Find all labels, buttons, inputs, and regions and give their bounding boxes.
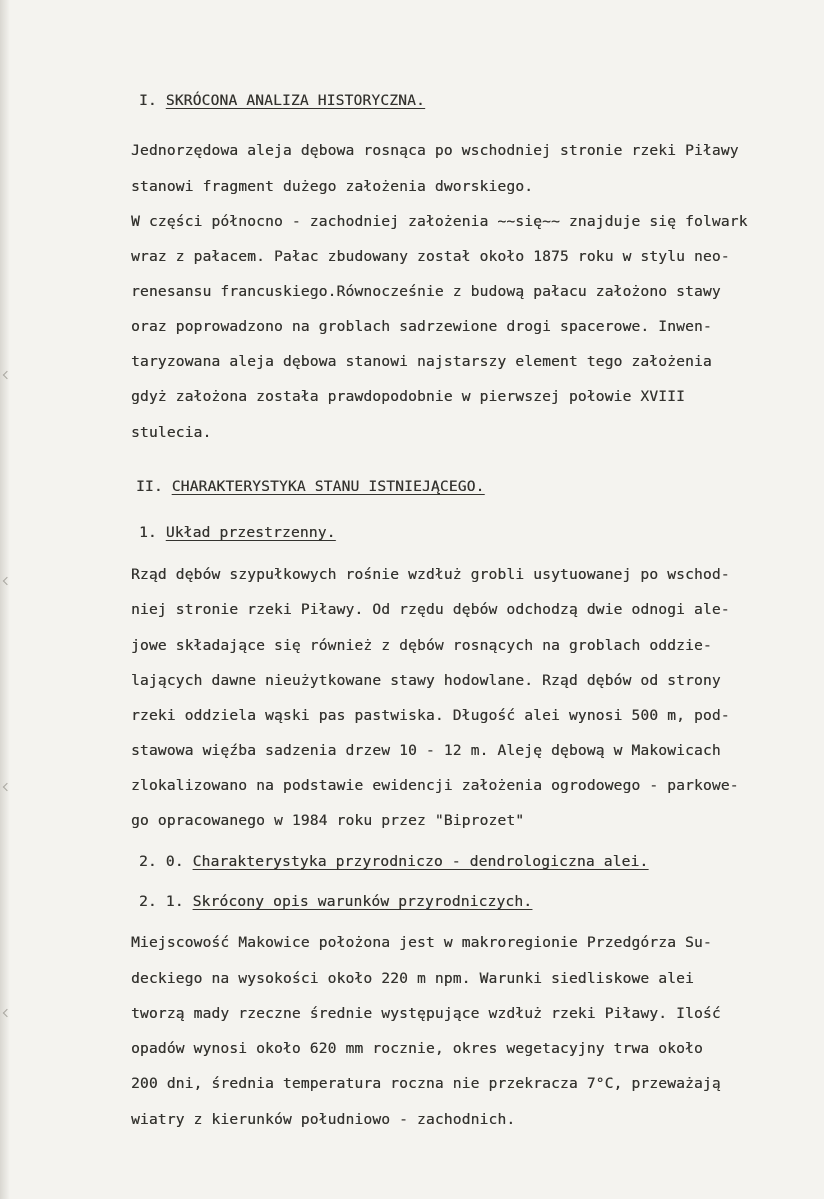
paragraph-line: stulecia. — [131, 424, 212, 441]
section-2-title — [136, 478, 485, 495]
paragraph-line: opadów wynosi około 620 mm rocznie, okres wegetacyjny trwa około — [131, 1040, 703, 1057]
paragraph-line: tworzą mady rzeczne średnie występujące wzdłuż rzeki Piławy. Ilość — [131, 1005, 721, 1022]
paragraph-line: niej stronie rzeki Piławy. Od rzędu dębów odchodzą dwie odnogi ale- — [131, 601, 730, 618]
paragraph-line: Jednorzędowa aleja dębowa rosnąca po wschodniej stronie rzeki Piławy — [131, 142, 739, 159]
subsection-1-title — [139, 524, 336, 541]
margin-mark — [3, 1009, 11, 1017]
section-2-heading: CHARAKTERYSTYKA STANU ISTNIEJĄCEGO. — [171, 478, 485, 495]
paragraph-line: Miejscowość Makowice położona jest w makroregionie Przedgórza Su- — [131, 934, 712, 951]
paragraph-line: gdyż założona została prawdopodobnie w pierwszej połowie XVIII — [131, 388, 686, 405]
paragraph-line: 200 dni, średnia temperatura roczna nie przekracza 7°C, przeważają — [131, 1075, 721, 1092]
paragraph-line: stawowa więźba sadzenia drzew 10 - 12 m. Aleję dębową w Makowicach — [131, 742, 721, 759]
subsection-1-heading: Układ przestrzenny. — [165, 524, 336, 541]
section-2-number: II. — [136, 478, 163, 495]
paragraph-line: wiatry z kierunków południowo - zachodnich. — [131, 1111, 516, 1128]
margin-mark — [3, 371, 11, 379]
section-1-heading: SKRÓCONA ANALIZA HISTORYCZNA. — [165, 92, 425, 109]
subsection-2-0-heading: Charakterystyka przyrodniczo - dendrologiczna alei. — [192, 853, 649, 870]
paragraph-line: Rząd dębów szypułkowych rośnie wzdłuż grobli usytuowanej po wschod- — [131, 566, 730, 583]
margin-mark — [3, 783, 11, 791]
subsection-2-1-number: 2. 1. — [139, 893, 184, 910]
subsection-1-number: 1. — [139, 524, 157, 541]
margin-mark — [3, 577, 11, 585]
paragraph-line: lających dawne nieużytkowane stawy hodowlane. Rząd dębów od strony — [131, 672, 721, 689]
paragraph-line: jowe składające się również z dębów rosnących na groblach oddzie- — [131, 637, 712, 654]
subsection-2-0-number: 2. 0. — [139, 853, 184, 870]
paragraph-line: taryzowana aleja dębowa stanowi najstarszy element tego założenia — [131, 353, 712, 370]
paragraph-line: wraz z pałacem. Pałac zbudowany został około 1875 roku w stylu neo- — [131, 248, 730, 265]
paragraph-line: zlokalizowano na podstawie ewidencji założenia ogrodowego - parkowe- — [131, 777, 739, 794]
paragraph-line: go opracowanego w 1984 roku przez "Biprozet" — [131, 812, 525, 829]
subsection-2-1-title — [139, 893, 532, 910]
paragraph-line: W części północno - zachodniej założenia ~~się~~ znajduje się folwark — [131, 213, 748, 230]
paragraph-line: rzeki oddziela wąski pas pastwiska. Długość alei wynosi 500 m, pod- — [131, 707, 730, 724]
section-1-number: I. — [139, 92, 157, 109]
paragraph-line: oraz poprowadzono na groblach sadrzewione drogi spacerowe. Inwen- — [131, 318, 712, 335]
section-1-title — [139, 92, 425, 109]
subsection-2-0-title — [139, 853, 648, 870]
paragraph-line: renesansu francuskiego.Równocześnie z budową pałacu założono stawy — [131, 283, 721, 300]
subsection-2-1-heading: Skrócony opis warunków przyrodniczych. — [192, 893, 533, 910]
paragraph-line: deckiego na wysokości około 220 m npm. Warunki siedliskowe alei — [131, 970, 694, 987]
paragraph-line: stanowi fragment dużego założenia dworskiego. — [131, 178, 534, 195]
